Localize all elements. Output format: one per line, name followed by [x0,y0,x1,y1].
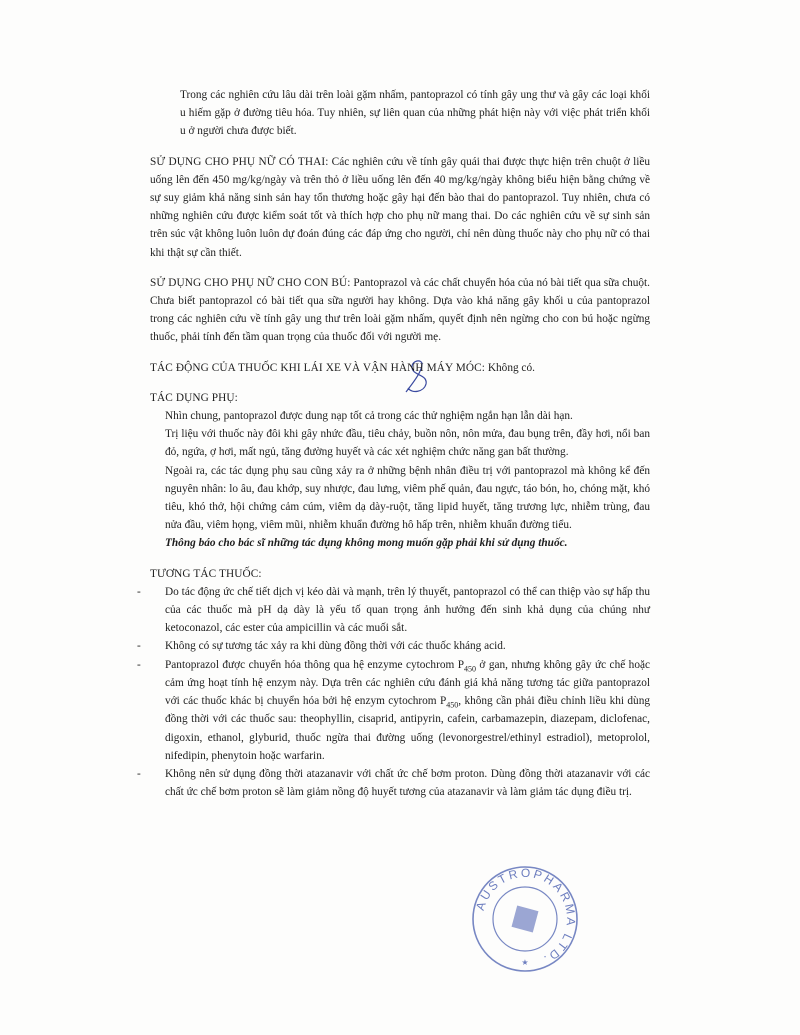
side-effects-p1: Nhìn chung, pantoprazol được dung nạp tốt cả trong các thử nghiệm ngắn hạn lẫn dài hạn. [165,410,573,423]
stamp-text: AUSTROPHARMA LTD. [472,865,579,968]
pregnancy-text: Các nghiên cứu về tính gây quái thai được thực hiện trên chuột ở liều uống lên đến 450 mg/kg/ngày và trên thỏ ở liều uống lên đến 40 mg/kg/ngày không biểu hiện bằng chứng về sự suy giảm khả năng sinh sản hay tổn thương hoặc gây hại đến bào thai do pantoprazol. Tuy nhiên, chưa có những nghiên cứu được kiểm soát tốt và thích hợp cho phụ nữ mang thai. Do các nghiên cứu về sự sinh sản trên súc vật không luôn luôn dự đoán đúng các đáp ứng cho người, chỉ nên dùng thuốc này cho phụ nữ có thai khi thật sự cần thiết. [150,155,651,259]
driving-heading: TÁC ĐỘNG CỦA THUỐC KHI LÁI XE VÀ VẬN HÀNH MÁY MÓC: [150,361,486,374]
side-effects-p3: Ngoài ra, các tác dụng phụ sau cũng xảy ra ở những bệnh nhân điều trị với pantoprazol mà không kể đến nguyên nhân: lo âu, đau khớp, suy nhược, đau lưng, viêm phế quản, đau ngực, táo bón, ho, chóng mặt, khó tiêu, khó thở, hội chứng cảm cúm, viêm dạ dày-ruột, tăng lipid huyết, tăng trương lực, nhiễm trùng, đau nửa đầu, viêm họng, viêm mũi, nhiễm khuẩn đường hô hấp trên, nhiễm khuẩn đường tiểu. [165,464,650,532]
company-stamp [470,864,580,974]
side-effects-warning: Thông báo cho bác sĩ những tác dụng không mong muốn gặp phải khi sử dụng thuốc. [165,537,568,550]
pregnancy-section [150,153,650,262]
intro-paragraph: Trong các nghiên cứu lâu dài trên loài gặm nhấm, pantoprazol có tính gây ung thư và gây các loại khối u hiếm gặp ở đường tiêu hóa. Tuy nhiên, sự liên quan của những phát hiện này với việc phát triển khối u ở người chưa được biết. [180,89,650,138]
driving-section [150,359,650,377]
side-effects-heading: TÁC DỤNG PHỤ: [150,391,238,404]
interaction-item: - Không nên sử dụng đồng thời atazanavir với chất ức chế bơm proton. Dùng đồng thời atazanavir với các chất ức chế bơm proton sẽ làm giảm nồng độ huyết tương của atazanavir và làm giảm tác dụng điều trị. [135,765,650,801]
interactions-heading: TƯƠNG TÁC THUỐC: [150,567,262,580]
interaction-item: - Không có sự tương tác xảy ra khi dùng đồng thời với các thuốc kháng acid. [135,637,650,655]
driving-text: Không có. [487,361,535,374]
document-body [150,86,650,801]
breastfeeding-heading: SỬ DỤNG CHO PHỤ NỮ CHO CON BÚ: [150,276,351,289]
svg-text:★: ★ [521,958,529,967]
breastfeeding-text: Pantoprazol và các chất chuyển hóa của nó bài tiết qua sữa chuột. Chưa biết pantoprazol có bài tiết qua sữa người hay không. Dựa vào khả năng gây khối u của pantoprazol trong các nghiên cứu về tính gây ung thư trên loài gặm nhấm, quyết định nên ngừng cho con bú hoặc ngừng thuốc, phải tính đến tầm quan trọng của thuốc đối với người mẹ. [150,276,650,344]
interactions-list [135,583,650,801]
pregnancy-heading: SỬ DỤNG CHO PHỤ NỮ CÓ THAI: [150,155,329,168]
side-effects-p2: Trị liệu với thuốc này đôi khi gây nhức đầu, tiêu chảy, buồn nôn, nôn mửa, đau bụng trên, đầy hơi, nổi ban đỏ, ngứa, ợ hơi, mất ngủ, tăng đường huyết và các xét nghiệm chức năng gan bất thường. [165,428,650,459]
breastfeeding-section [150,274,650,347]
interaction-item: - Do tác động ức chế tiết dịch vị kéo dài và mạnh, trên lý thuyết, pantoprazol có thể can thiệp vào sự hấp thu của các thuốc mà pH dạ dày là yếu tố quan trọng ảnh hưởng đến sinh khả dụng của chúng như ketoconazol, các ester của ampicillin và các muối sắt. [135,583,650,638]
interaction-item: - Pantoprazol được chuyển hóa thông qua hệ enzyme cytochrom $P_{450}$ ở gan, nhưng không gây ức chế hoặc cảm ứng hoạt tính hệ enzym này. Dựa trên các nghiên cứu đánh giá khả năng tương tác giữa pantoprazol với các thuốc khác bị chuyển hóa bởi hệ enzym cytochrom $P_{450}$, không cần phải điều chỉnh liều khi dùng đồng thời với các thuốc sau: theophyllin, cisaprid, antipyrin, cafein, carbamazepin, diazepam, diclofenac, digoxin, ethanol, glyburid, thuốc ngừa thai đường uống (levonorgestrel/ethinyl estradiol), metoprolol, nifedipin, phenytoin hoặc warfarin. [135,656,650,765]
